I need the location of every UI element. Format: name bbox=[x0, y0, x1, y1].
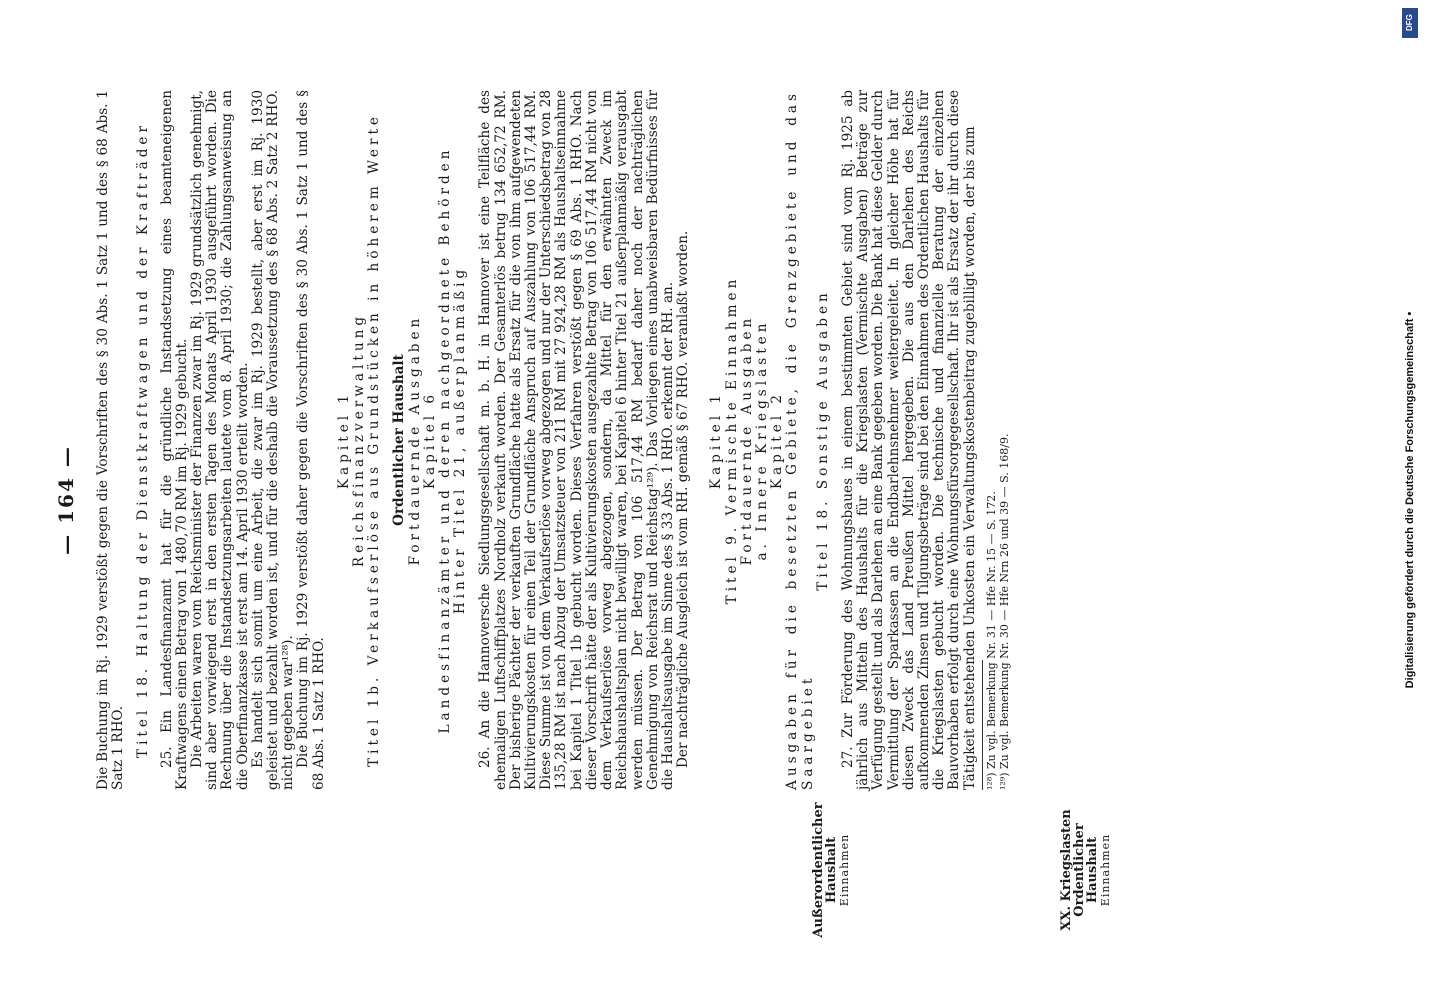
titel-9-heading: Titel 9. Vermischte Einnahmen bbox=[723, 275, 740, 605]
innere-kriegslasten-heading: a. Innere Kriegslasten bbox=[753, 319, 770, 561]
margin-note-title: Außerordentlicher Haushalt bbox=[811, 802, 839, 938]
dfg-logo-icon: DFG bbox=[1402, 8, 1418, 38]
digitization-note bbox=[1390, 0, 1430, 1000]
main-text bbox=[96, 90, 1011, 790]
footnote-129: ¹²⁹) Zu vgl. Bemerkung Nr. 30 — Hfe Nrn 26 und 39 — S. 168/9. bbox=[997, 433, 1011, 790]
kapitel-6-heading: Kapitel 6 bbox=[421, 390, 438, 490]
ausgaben-gebiete-heading: Ausgaben für die besetzten Gebiete, die Grenzgebiete und das Saargebiet bbox=[784, 90, 816, 790]
page-number: — 164 — bbox=[54, 445, 78, 555]
intro-paragraph: Die Buchung im Rj. 1929 verstößt gegen die Vorschriften des § 30 Abs. 1 Satz 1 und des § 68 Abs. 1 Satz 1 RHO. bbox=[95, 90, 127, 790]
paragraph-25c: Es handelt sich somit um eine Arbeit, die zwar im Rj. 1929 bestellt, aber erst im Rj. 1930 geleistet und bezahlt worden ist, und für die deshalb die Voraussetzung des § 68 Abs. 2 Satz 2 RHO. nicht gegeben war¹²⁸). bbox=[249, 90, 297, 790]
paragraph-26: 26. An die Hannoversche Siedlungsgesellschaft m. b. H. in Hannover ist eine Teilfläche des ehemaligen Luftschiffplatzes Nordholz verkauft worden. Der Gesamterlös betrug 134 652,72 RM. Der bisherige Pächter der verkauften Grundfläche hatte als Ersatz für die von ihm aufgewendeten Kultivierungskosten für einen Teil der Grundfläche Anspruch auf Auszahlung von 106 517,44 RM. Diese Summe ist von dem Verkaufserlöse vorweg abgezogen und nur der Unterschiedsbetrag von 28 135,28 RM ist nach Abzug der Umsatzsteuer von 211 RM mit 27 924,28 RM als Haushaltseinnahme bei Kapitel 1 Titel 1b gebucht worden. Dieses Verfahren verstößt gegen § 69 Abs. 1 RHO. Nach dieser Vorschrift hätte der als Kultivierungskosten ausgezahlte Betrag von 106 517,44 RM nicht von dem Verkaufserlöse vorweg abgezogen, sondern, da Mittel für den erwähnten Zweck im Reichshaushaltsplan nicht bewilligt waren, bei Kapitel 6 hinter Titel 21 außerplanmäßig verausgabt werden müssen. Der Betrag von 106 517,44 RM bedarf daher noch der nachträglichen Genehmigung von Reichsrat und Reichstag¹²⁹). Das Vorliegen eines unabweisbaren Bedürfnisses für die Haushaltsausgabe im Sinne des § 33 Abs. 1 RHO. erkennt der RH. an. bbox=[477, 90, 676, 790]
footnote-128: ¹²⁸) Zu vgl. Bemerkung Nr. 31 — Hfe Nr. 15 — S. 172. bbox=[984, 491, 998, 790]
digitization-note-text: Digitalisierung gefördert durch die Deutsche Forschungsgemeinschaft • bbox=[1404, 311, 1416, 689]
margin-note-title: XX. Kriegslasten Ordentlicher Haushalt bbox=[1059, 809, 1100, 931]
landesfinanzaemter-heading: Landesfinanzämter und deren nachgeordnete Behörden bbox=[437, 146, 454, 734]
paragraph-25: 25. Ein Landesfinanzamt hat für die gründliche Instandsetzung eines beamteneigenen Kraftwagens einen Betrag von 1 480,70 RM im Rj. 1929 gebucht. bbox=[158, 90, 190, 790]
paragraph-27: 27. Zur Förderung des Wohnungsbaues in einem bestimmten Gebiet sind vom Rj. 1925 ab jährlich aus Mitteln des Haushalts für die Kriegslasten (Vermischte Ausgaben) Beträge zur Verfügung gestellt und als Darlehen an eine Bank gegeben worden. Die Bank hat diese Gelder durch Vermittlung der Sparkassen an die Endbarlehnsnehmer weitergeleitet. In gleicher Höhe hat für diesen Zweck das Land Preußen Mittel hergegeben. Die aus den Darlehen des Reichs aufkommenden Zinsen und Tilgungsbeträge sind bei den Einnahmen des Ordentlichen Haushalts für die Kriegslasten gebucht worden. Die technische und finanzielle Beratung der einzelnen Bauvorhaben erfolgt durch eine Wohnungsfürsorgegesellschaft. Ihr ist als Ersatz der ihr durch diese Tätigkeit entstehenden Unkosten ein Verwaltungskostenbeitrag zugebilligt worden, der bis zum bbox=[839, 90, 978, 790]
ordentlicher-haushalt-heading: Ordentlicher Haushalt bbox=[391, 354, 408, 526]
fortdauernde-ausgaben-heading: Fortdauernde Ausgaben bbox=[406, 314, 423, 566]
margin-note-sub: Einnahmen bbox=[838, 833, 851, 907]
paragraph-25d: Die Buchung im Rj. 1929 verstößt daher gegen die Vorschriften des § 30 Abs. 1 Satz 1 und des § 68 Abs. 1 Satz 1 RHO. bbox=[295, 90, 327, 790]
paragraph-26b: Der nachträgliche Ausgleich ist vom RH. gemäß § 67 RHO. veranlaßt worden. bbox=[675, 230, 692, 768]
kapitel-1-heading: Kapitel 1 bbox=[335, 390, 352, 490]
footnote-rule bbox=[982, 660, 983, 790]
margin-note-kriegslasten bbox=[1060, 800, 1112, 940]
margin-note-sub: Einnahmen bbox=[1099, 833, 1112, 907]
fortdauernde-ausgaben-heading-2: Fortdauernde Ausgaben bbox=[738, 314, 755, 566]
kapitel-2-heading: Kapitel 2 bbox=[769, 390, 786, 490]
titel-18-heading: Titel 18. Sonstige Ausgaben bbox=[814, 289, 831, 591]
kapitel-1-heading-2: Kapitel 1 bbox=[708, 390, 725, 490]
paragraph-25b: Die Arbeiten waren vom Reichsminister der Finanzen zwar im Rj. 1929 grundsätzlich genehmigt, sind aber vorwiegend erst in den ersten Tagen des Monats April 1930 ausgeführt worden. Die Rechnung über die Instandsetzungsarbeiten lautete vom 8. April 1930; die Zahlungsanweisung an die Oberfinanzkasse ist erst am 14. April 1930 erteilt worden. bbox=[189, 90, 251, 790]
margin-note-ausserordentlich bbox=[812, 800, 851, 940]
titel-1b-heading: Titel 1b. Verkaufserlöse aus Grundstücken in höherem Werte bbox=[366, 113, 383, 767]
hinter-titel-21-heading: Hinter Titel 21, außerplanmäßig bbox=[452, 265, 469, 615]
reichsfinanzverwaltung-heading: Reichsfinanzverwaltung bbox=[351, 312, 368, 568]
section-title-titel18: Titel 18. Haltung der Dienstkraftwagen und der Krafträder bbox=[135, 122, 152, 758]
